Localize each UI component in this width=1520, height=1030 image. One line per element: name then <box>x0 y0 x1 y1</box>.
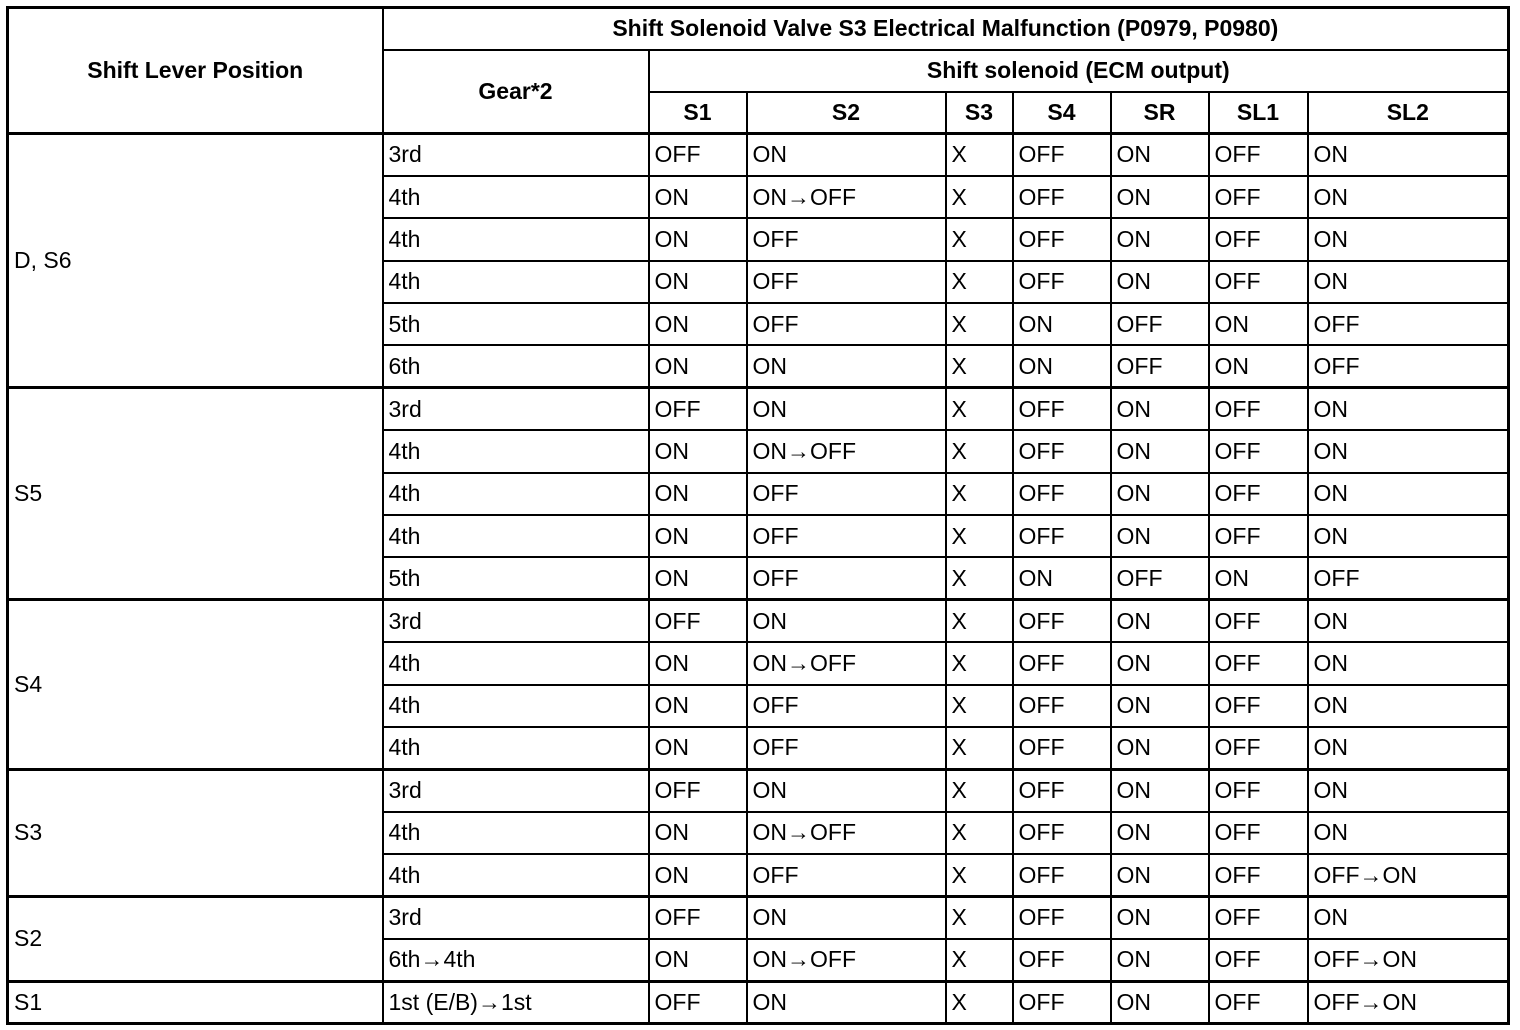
solenoid-s3-cell: X <box>946 685 1013 727</box>
solenoid-s1-cell: ON <box>649 727 747 769</box>
gear-cell: 4th <box>383 685 649 727</box>
gear-cell: 5th <box>383 557 649 599</box>
header-title: Shift Solenoid Valve S3 Electrical Malfunction (P0979, P0980) <box>383 8 1509 50</box>
header-solenoid-group: Shift solenoid (ECM output) <box>649 50 1509 92</box>
solenoid-s1-cell: ON <box>649 430 747 472</box>
solenoid-sl2-cell: ON <box>1308 769 1509 811</box>
solenoid-sl1-cell: OFF <box>1209 939 1308 981</box>
solenoid-s4-cell: OFF <box>1013 515 1111 557</box>
solenoid-sl1-cell: OFF <box>1209 388 1308 430</box>
solenoid-sl2-cell: ON <box>1308 218 1509 260</box>
solenoid-sl1-cell: OFF <box>1209 769 1308 811</box>
gear-cell: 3rd <box>383 388 649 430</box>
gear-cell: 3rd <box>383 769 649 811</box>
lever-position-cell: S2 <box>8 897 383 982</box>
solenoid-s4-cell: ON <box>1013 345 1111 387</box>
solenoid-s3-cell: X <box>946 981 1013 1023</box>
solenoid-s3-cell: X <box>946 854 1013 896</box>
solenoid-sr-cell: ON <box>1111 854 1209 896</box>
header-solenoid-sr: SR <box>1111 92 1209 134</box>
solenoid-s3-cell: X <box>946 388 1013 430</box>
solenoid-s2-cell: ON→OFF <box>747 642 946 684</box>
solenoid-sl2-cell: ON <box>1308 812 1509 854</box>
solenoid-sl1-cell: OFF <box>1209 854 1308 896</box>
solenoid-s3-cell: X <box>946 769 1013 811</box>
gear-cell: 4th <box>383 261 649 303</box>
solenoid-sr-cell: OFF <box>1111 557 1209 599</box>
gear-cell: 1st (E/B)→1st <box>383 981 649 1023</box>
solenoid-s2-cell: ON→OFF <box>747 430 946 472</box>
table-row <box>8 134 1509 176</box>
solenoid-s3-cell: X <box>946 345 1013 387</box>
solenoid-s3-cell: X <box>946 218 1013 260</box>
lever-position-cell: S1 <box>8 981 383 1023</box>
solenoid-sl2-cell: OFF <box>1308 345 1509 387</box>
solenoid-sl2-cell: OFF→ON <box>1308 981 1509 1023</box>
solenoid-s1-cell: ON <box>649 812 747 854</box>
solenoid-sl1-cell: OFF <box>1209 134 1308 176</box>
gear-cell: 3rd <box>383 134 649 176</box>
gear-cell: 5th <box>383 303 649 345</box>
solenoid-s3-cell: X <box>946 303 1013 345</box>
table-body <box>8 134 1509 1024</box>
solenoid-s3-cell: X <box>946 642 1013 684</box>
solenoid-s2-cell: ON <box>747 600 946 642</box>
solenoid-s1-cell: ON <box>649 303 747 345</box>
solenoid-s4-cell: OFF <box>1013 600 1111 642</box>
header-solenoid-s3: S3 <box>946 92 1013 134</box>
solenoid-sr-cell: OFF <box>1111 345 1209 387</box>
solenoid-s3-cell: X <box>946 897 1013 939</box>
solenoid-s4-cell: OFF <box>1013 854 1111 896</box>
solenoid-s1-cell: OFF <box>649 600 747 642</box>
solenoid-s4-cell: OFF <box>1013 218 1111 260</box>
header-solenoid-s4: S4 <box>1013 92 1111 134</box>
solenoid-sl1-cell: OFF <box>1209 473 1308 515</box>
gear-cell: 4th <box>383 642 649 684</box>
solenoid-sl1-cell: OFF <box>1209 176 1308 218</box>
solenoid-s4-cell: ON <box>1013 557 1111 599</box>
solenoid-sl1-cell: OFF <box>1209 897 1308 939</box>
solenoid-sl1-cell: ON <box>1209 303 1308 345</box>
solenoid-s2-cell: OFF <box>747 685 946 727</box>
lever-position-cell: S5 <box>8 388 383 600</box>
lever-position-cell: D, S6 <box>8 134 383 388</box>
solenoid-s1-cell: ON <box>649 261 747 303</box>
solenoid-s2-cell: OFF <box>747 557 946 599</box>
solenoid-s4-cell: OFF <box>1013 769 1111 811</box>
solenoid-s1-cell: ON <box>649 345 747 387</box>
solenoid-s2-cell: OFF <box>747 473 946 515</box>
solenoid-sl1-cell: ON <box>1209 345 1308 387</box>
solenoid-sl2-cell: ON <box>1308 134 1509 176</box>
solenoid-s4-cell: OFF <box>1013 812 1111 854</box>
solenoid-sl1-cell: OFF <box>1209 812 1308 854</box>
solenoid-sr-cell: ON <box>1111 981 1209 1023</box>
solenoid-sl1-cell: OFF <box>1209 515 1308 557</box>
solenoid-sr-cell: ON <box>1111 430 1209 472</box>
solenoid-s3-cell: X <box>946 473 1013 515</box>
solenoid-s3-cell: X <box>946 261 1013 303</box>
header-solenoid-s2: S2 <box>747 92 946 134</box>
solenoid-s4-cell: OFF <box>1013 897 1111 939</box>
header-lever-position: Shift Lever Position <box>8 8 383 134</box>
solenoid-sl2-cell: ON <box>1308 727 1509 769</box>
solenoid-s4-cell: OFF <box>1013 939 1111 981</box>
solenoid-s2-cell: OFF <box>747 515 946 557</box>
solenoid-sl2-cell: OFF→ON <box>1308 854 1509 896</box>
solenoid-s3-cell: X <box>946 600 1013 642</box>
solenoid-s1-cell: ON <box>649 939 747 981</box>
solenoid-s3-cell: X <box>946 812 1013 854</box>
solenoid-s2-cell: OFF <box>747 261 946 303</box>
gear-cell: 4th <box>383 430 649 472</box>
solenoid-sl1-cell: OFF <box>1209 261 1308 303</box>
solenoid-sl2-cell: OFF <box>1308 303 1509 345</box>
solenoid-sl2-cell: ON <box>1308 430 1509 472</box>
solenoid-s2-cell: OFF <box>747 727 946 769</box>
solenoid-sl2-cell: ON <box>1308 685 1509 727</box>
solenoid-s1-cell: OFF <box>649 134 747 176</box>
solenoid-s3-cell: X <box>946 430 1013 472</box>
solenoid-s2-cell: ON→OFF <box>747 176 946 218</box>
solenoid-sl2-cell: OFF <box>1308 557 1509 599</box>
solenoid-s2-cell: ON→OFF <box>747 812 946 854</box>
header-solenoid-s1: S1 <box>649 92 747 134</box>
solenoid-s3-cell: X <box>946 557 1013 599</box>
table-row <box>8 897 1509 939</box>
solenoid-s1-cell: ON <box>649 642 747 684</box>
gear-cell: 6th <box>383 345 649 387</box>
solenoid-sr-cell: ON <box>1111 134 1209 176</box>
solenoid-s2-cell: ON <box>747 769 946 811</box>
gear-cell: 4th <box>383 515 649 557</box>
solenoid-s2-cell: ON <box>747 134 946 176</box>
solenoid-sl2-cell: OFF→ON <box>1308 939 1509 981</box>
solenoid-s4-cell: OFF <box>1013 261 1111 303</box>
solenoid-s1-cell: OFF <box>649 981 747 1023</box>
solenoid-sr-cell: ON <box>1111 812 1209 854</box>
solenoid-s2-cell: OFF <box>747 218 946 260</box>
solenoid-sr-cell: ON <box>1111 261 1209 303</box>
solenoid-sr-cell: ON <box>1111 939 1209 981</box>
solenoid-sl2-cell: ON <box>1308 600 1509 642</box>
table-row <box>8 769 1509 811</box>
solenoid-s2-cell: OFF <box>747 303 946 345</box>
solenoid-sl2-cell: ON <box>1308 176 1509 218</box>
solenoid-table <box>6 6 1510 1025</box>
solenoid-s3-cell: X <box>946 727 1013 769</box>
gear-cell: 4th <box>383 473 649 515</box>
gear-cell: 3rd <box>383 897 649 939</box>
solenoid-s2-cell: ON <box>747 981 946 1023</box>
solenoid-s1-cell: OFF <box>649 388 747 430</box>
gear-cell: 6th→4th <box>383 939 649 981</box>
solenoid-s3-cell: X <box>946 176 1013 218</box>
solenoid-s1-cell: ON <box>649 854 747 896</box>
solenoid-s4-cell: OFF <box>1013 981 1111 1023</box>
solenoid-sl1-cell: OFF <box>1209 685 1308 727</box>
gear-cell: 4th <box>383 812 649 854</box>
solenoid-s4-cell: OFF <box>1013 388 1111 430</box>
gear-cell: 4th <box>383 727 649 769</box>
table-row <box>8 388 1509 430</box>
solenoid-sl1-cell: OFF <box>1209 218 1308 260</box>
solenoid-s4-cell: OFF <box>1013 176 1111 218</box>
solenoid-sr-cell: ON <box>1111 642 1209 684</box>
solenoid-sl1-cell: ON <box>1209 557 1308 599</box>
solenoid-sl1-cell: OFF <box>1209 981 1308 1023</box>
solenoid-sl1-cell: OFF <box>1209 430 1308 472</box>
solenoid-sr-cell: ON <box>1111 685 1209 727</box>
solenoid-sl1-cell: OFF <box>1209 727 1308 769</box>
gear-cell: 4th <box>383 854 649 896</box>
lever-position-cell: S4 <box>8 600 383 770</box>
solenoid-sr-cell: ON <box>1111 897 1209 939</box>
solenoid-s4-cell: OFF <box>1013 727 1111 769</box>
solenoid-s2-cell: ON <box>747 897 946 939</box>
gear-cell: 4th <box>383 218 649 260</box>
solenoid-s3-cell: X <box>946 134 1013 176</box>
table-row <box>8 600 1509 642</box>
solenoid-sr-cell: ON <box>1111 176 1209 218</box>
solenoid-s3-cell: X <box>946 515 1013 557</box>
solenoid-sl1-cell: OFF <box>1209 600 1308 642</box>
header-solenoid-sl2: SL2 <box>1308 92 1509 134</box>
solenoid-s2-cell: ON <box>747 388 946 430</box>
solenoid-sl2-cell: ON <box>1308 897 1509 939</box>
lever-position-cell: S3 <box>8 769 383 896</box>
solenoid-s3-cell: X <box>946 939 1013 981</box>
header-solenoid-sl1: SL1 <box>1209 92 1308 134</box>
solenoid-s1-cell: ON <box>649 473 747 515</box>
gear-cell: 4th <box>383 176 649 218</box>
solenoid-s4-cell: OFF <box>1013 430 1111 472</box>
solenoid-sr-cell: ON <box>1111 388 1209 430</box>
solenoid-sr-cell: ON <box>1111 515 1209 557</box>
gear-cell: 3rd <box>383 600 649 642</box>
solenoid-s2-cell: ON→OFF <box>747 939 946 981</box>
solenoid-sr-cell: ON <box>1111 769 1209 811</box>
solenoid-sl2-cell: ON <box>1308 261 1509 303</box>
solenoid-sr-cell: ON <box>1111 218 1209 260</box>
solenoid-s2-cell: OFF <box>747 854 946 896</box>
solenoid-sl2-cell: ON <box>1308 388 1509 430</box>
solenoid-s1-cell: ON <box>649 557 747 599</box>
solenoid-sr-cell: ON <box>1111 473 1209 515</box>
solenoid-s2-cell: ON <box>747 345 946 387</box>
solenoid-s4-cell: OFF <box>1013 685 1111 727</box>
solenoid-s4-cell: OFF <box>1013 134 1111 176</box>
solenoid-s1-cell: OFF <box>649 897 747 939</box>
solenoid-s1-cell: ON <box>649 218 747 260</box>
table-row <box>8 981 1509 1023</box>
solenoid-sr-cell: ON <box>1111 727 1209 769</box>
solenoid-sl2-cell: ON <box>1308 473 1509 515</box>
solenoid-s1-cell: ON <box>649 176 747 218</box>
solenoid-sr-cell: OFF <box>1111 303 1209 345</box>
solenoid-s1-cell: ON <box>649 685 747 727</box>
solenoid-s4-cell: OFF <box>1013 642 1111 684</box>
solenoid-sl2-cell: ON <box>1308 515 1509 557</box>
solenoid-s1-cell: ON <box>649 515 747 557</box>
solenoid-s4-cell: OFF <box>1013 473 1111 515</box>
solenoid-s1-cell: OFF <box>649 769 747 811</box>
solenoid-sr-cell: ON <box>1111 600 1209 642</box>
solenoid-s4-cell: ON <box>1013 303 1111 345</box>
header-gear: Gear*2 <box>383 50 649 134</box>
solenoid-sl2-cell: ON <box>1308 642 1509 684</box>
solenoid-sl1-cell: OFF <box>1209 642 1308 684</box>
